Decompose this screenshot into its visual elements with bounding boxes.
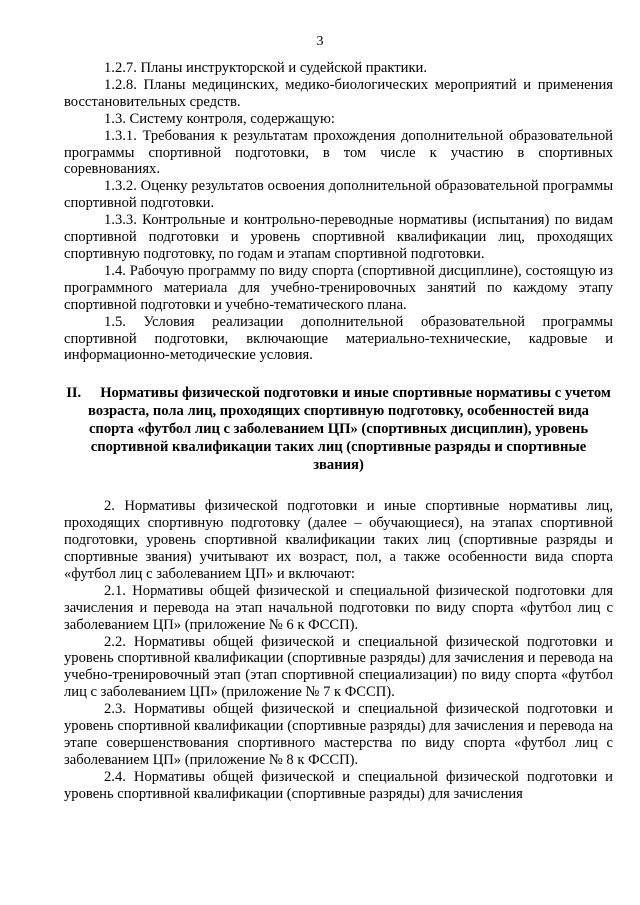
paragraph-2-2: 2.2. Нормативы общей физической и специальной физической подготовки и уровень спортивной квалификации (спортивные разряды) для зачисления и перевода на учебно-тренировочный этап (этап спортивной специализации) по виду спорта «футбол лиц с заболеванием ЦП» (приложение № 7 к ФССП). (64, 633, 613, 701)
paragraph-2-4: 2.4. Нормативы общей физической и специальной физической подготовки и уровень спортивной квалификации (спортивные разряды) для зачисления (64, 768, 613, 802)
paragraph-1-5: 1.5. Условия реализации дополнительной образовательной программы спортивной подготовки, включающие материально-технические, кадровые и информационно-методические условия. (64, 313, 613, 364)
paragraph-1-4: 1.4. Рабочую программу по виду спорта (спортивной дисциплине), состоящую из программного материала для учебно-тренировочных занятий по каждому этапу спортивной подготовки и учебно-тематического плана. (64, 262, 613, 313)
section-title: Нормативы физической подготовки и иные спортивные нормативы с учетом возраста, пола лиц, проходящих спортивную подготовку, особенностей вида спорта «футбол лиц с заболеванием ЦП» (спортивных дисциплин), уровень спортивной квалификации таких лиц (спортивные разряды и спортивные звания) (88, 385, 611, 474)
paragraph-1-2-8: 1.2.8. Планы медицинских, медико-биологических мероприятий и применения восстановительных средств. (64, 76, 613, 110)
paragraph-1-3-1: 1.3.1. Требования к результатам прохождения дополнительной образовательной программы спортивной подготовки, в том числе к участию в спортивных соревнованиях. (64, 127, 613, 178)
paragraph-2: 2. Нормативы физической подготовки и иные спортивные нормативы лиц, проходящих спортивную подготовку (далее – обучающиеся), на этапах спортивной подготовки, уровень спортивной квалификации таких лиц (спортивные разряды и спортивные звания) учитывают их возраст, пол, а также особенности вида спорта «футбол лиц с заболеванием ЦП» и включают: (64, 498, 613, 582)
page-number: 3 (316, 34, 324, 49)
paragraph-2-3: 2.3. Нормативы общей физической и специальной физической подготовки и уровень спортивной квалификации (спортивные разряды) для зачисления и перевода на этапе совершенствования спортивного мастерства по виду спорта «футбол лиц с заболеванием ЦП» (приложение № 8 к ФССП). (64, 701, 613, 768)
paragraph-2-1: 2.1. Нормативы общей физической и специальной физической подготовки для зачисления и перевода на этап начальной подготовки по виду спорта «футбол лиц с заболеванием ЦП» (приложение № 6 к ФССП). (64, 582, 613, 633)
paragraph-1-3-3: 1.3.3. Контрольные и контрольно-переводные нормативы (испытания) по видам спортивной подготовки и уровень спортивной квалификации лиц, проходящих спортивную подготовку, по годам и этапам спортивной подготовки. (64, 212, 613, 262)
section-number: II. (66, 385, 82, 402)
document-body (64, 60, 613, 803)
paragraph-1-3-2: 1.3.2. Оценку результатов освоения дополнительной образовательной программы спортивной подготовки. (64, 178, 613, 212)
paragraph-1-2-7: 1.2.7. Планы инструкторской и судейской практики. (104, 60, 427, 76)
section-heading (64, 384, 613, 474)
paragraph-1-3: 1.3. Систему контроля, содержащую: (104, 110, 335, 127)
